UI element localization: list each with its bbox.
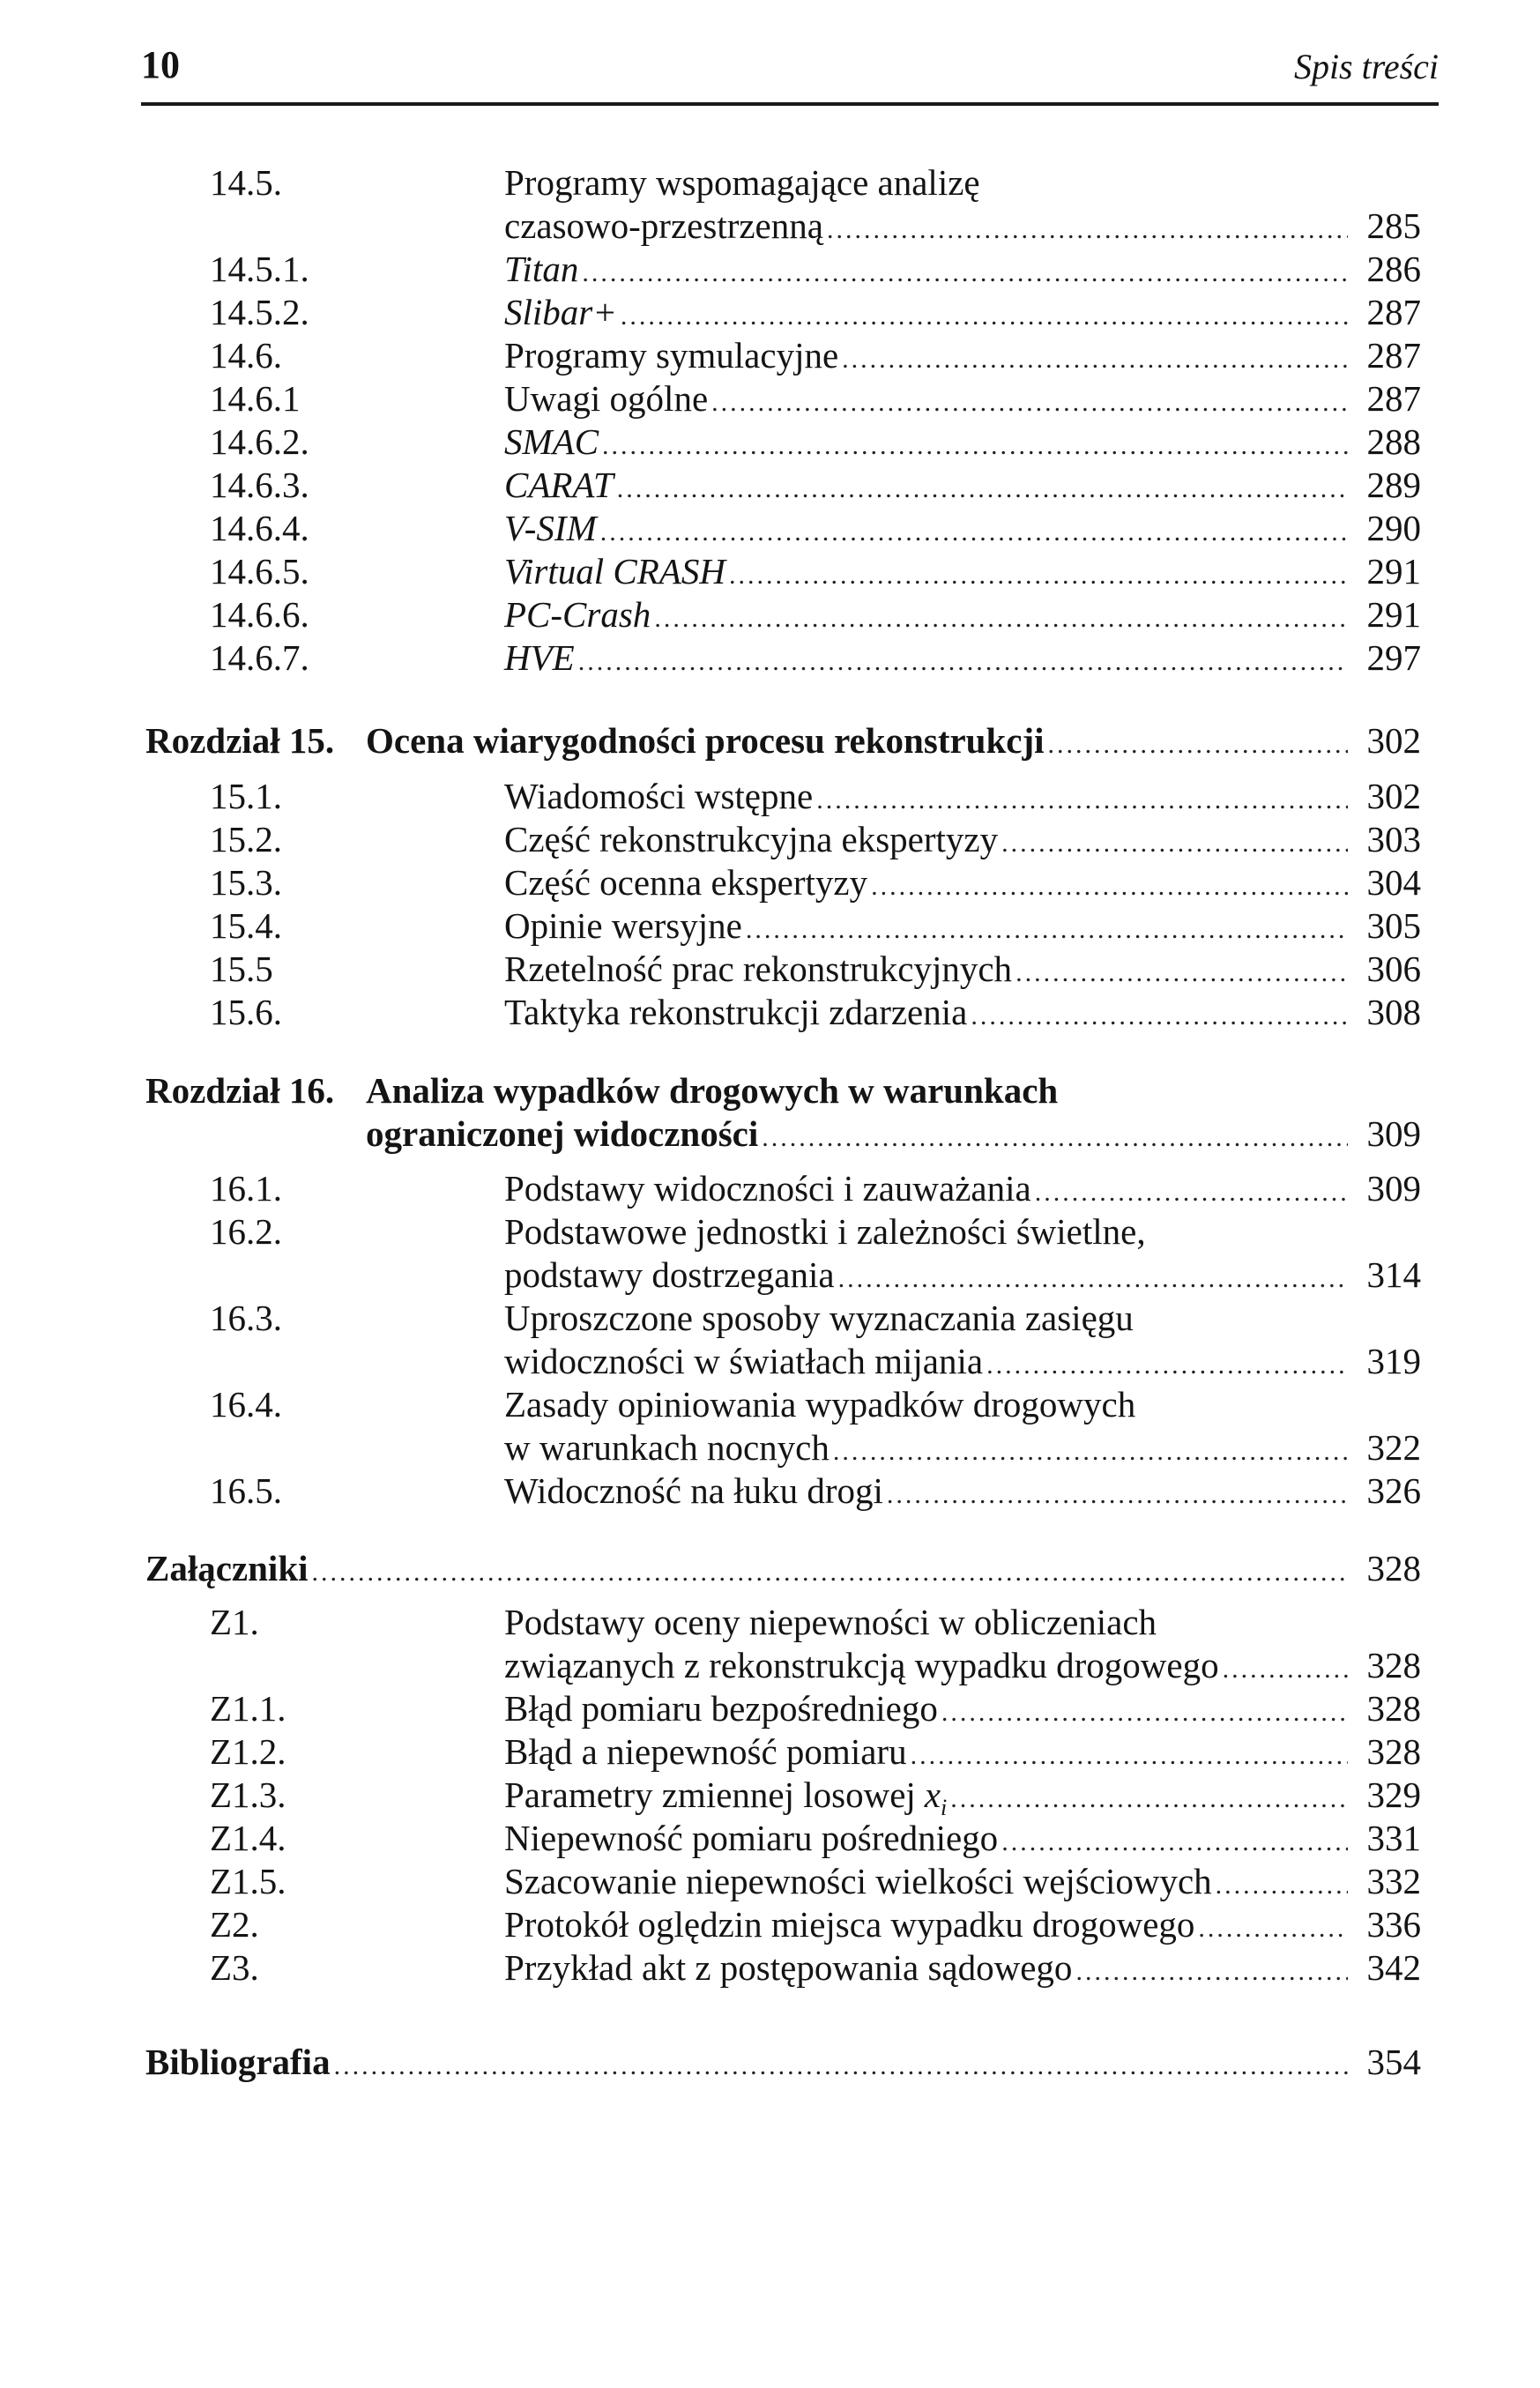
toc-entry[interactable] (210, 774, 1421, 818)
entry-title: Część rekonstrukcyjna ekspertyzy (504, 819, 999, 859)
entry-page: 287 (1366, 292, 1421, 332)
page-header (141, 42, 1439, 104)
entry-title: Wiadomości wstępne (504, 776, 814, 816)
toc-entry[interactable] (210, 1686, 1421, 1730)
toc-entry-continuation[interactable] (504, 1425, 1421, 1469)
toc-entry[interactable] (210, 1166, 1421, 1210)
entry-number: 15.6. (210, 992, 282, 1032)
entry-page: 314 (1366, 1254, 1421, 1295)
entry-number: 14.6.7. (210, 637, 309, 678)
leader-dots (582, 251, 1347, 295)
entry-title: Protokół oględzin miejsca wypadku drogowego (504, 1904, 1195, 1945)
leader-dots (816, 778, 1347, 822)
entry-number: Z1. (210, 1602, 259, 1642)
toc-entry[interactable] (210, 376, 1421, 420)
entry-title: Titan (504, 249, 579, 289)
entry-number: 14.6.1 (210, 378, 301, 419)
entry-page: 331 (1366, 1818, 1421, 1858)
toc-entry[interactable] (210, 1773, 1421, 1821)
entry-title: Przykład akt z postępowania sądowego (504, 1947, 1073, 1988)
math-variable: $x_i$ (924, 1774, 948, 1821)
entry-title: Widoczność na łuku drogi (504, 1470, 883, 1511)
leader-dots (1001, 822, 1347, 866)
entry-number: Z1.1. (210, 1688, 286, 1729)
entry-number: 14.5.2. (210, 292, 309, 332)
leader-dots (334, 2044, 1348, 2088)
leader-dots (838, 1257, 1348, 1301)
entry-page: 287 (1366, 335, 1421, 376)
leader-dots (1048, 723, 1348, 767)
leader-dots (871, 865, 1347, 909)
entry-number: 14.6. (210, 335, 282, 376)
leader-dots (950, 1777, 1347, 1821)
leader-dots (711, 381, 1347, 425)
toc-entry[interactable] (210, 1382, 1421, 1426)
chapter-title: ograniczonej widoczności (366, 1113, 759, 1154)
entry-title: Opinie wersyjne (504, 905, 742, 946)
toc-entry[interactable] (210, 160, 1421, 205)
leader-dots (1223, 1648, 1348, 1692)
entry-number: 14.5. (210, 162, 282, 203)
leader-dots (1075, 1950, 1347, 1994)
toc-entry[interactable] (210, 990, 1421, 1034)
entry-title: Podstawy oceny niepewności w obliczeniach (504, 1602, 1157, 1642)
toc-chapter-16[interactable] (145, 1068, 1421, 1112)
entry-number: 16.4. (210, 1384, 282, 1425)
entry-title: widoczności w światłach mijania (504, 1341, 984, 1381)
entry-title: Programy wspomagające analizę (504, 162, 980, 203)
entry-title: Rzetelność prac rekonstrukcyjnych (504, 949, 1013, 989)
leader-dots (578, 640, 1348, 684)
entry-page: 288 (1366, 421, 1421, 462)
leader-dots (312, 1551, 1348, 1595)
section-title: Załączniki (145, 1548, 309, 1588)
entry-number: Z2. (210, 1904, 259, 1945)
entry-number: 16.5. (210, 1470, 282, 1511)
toc-entry[interactable] (210, 1209, 1421, 1254)
toc-appendices[interactable] (145, 1546, 1421, 1590)
entry-page: 287 (1366, 378, 1421, 419)
entry-title: Slibar+ (504, 292, 617, 332)
entry-title: Programy symulacyjne (504, 335, 839, 376)
entry-page: 290 (1366, 508, 1421, 548)
toc-entry[interactable] (210, 1816, 1421, 1860)
entry-number: 14.6.2. (210, 421, 309, 462)
entry-page: 303 (1366, 819, 1421, 859)
leader-dots (971, 994, 1347, 1038)
entry-page: 291 (1366, 551, 1421, 591)
header-rule (141, 102, 1439, 106)
variable-subscript: i (941, 1795, 948, 1821)
entry-title: w warunkach nocnych (504, 1427, 830, 1468)
entry-title: związanych z rekonstrukcją wypadku drogowego (504, 1645, 1219, 1685)
entry-number: Z1.2. (210, 1731, 286, 1772)
entry-title: V-SIM (504, 508, 597, 548)
entry-number: 15.4. (210, 905, 282, 946)
toc-entry[interactable] (210, 947, 1421, 991)
leader-dots (729, 554, 1348, 598)
leader-dots (827, 208, 1348, 252)
entry-title: Taktyka rekonstrukcji zdarzenia (504, 992, 968, 1032)
entry-title: Szacowanie niepewności wielkości wejściowych (504, 1861, 1212, 1901)
toc-entry[interactable] (210, 506, 1421, 550)
toc-entry[interactable] (210, 636, 1421, 680)
entry-number: 15.3. (210, 862, 282, 903)
entry-page: 342 (1366, 1947, 1421, 1988)
entry-page: 354 (1366, 2042, 1421, 2082)
entry-number: Z1.3. (210, 1774, 286, 1815)
toc-entry[interactable] (210, 1296, 1421, 1340)
toc-entry-continuation[interactable] (504, 1643, 1421, 1687)
entry-number: 14.5.1. (210, 249, 309, 289)
leader-dots (746, 908, 1348, 952)
leader-dots (842, 338, 1347, 382)
toc-entry-continuation[interactable] (504, 1339, 1421, 1383)
toc-chapter-16-continuation[interactable] (366, 1112, 1421, 1156)
toc-entry[interactable] (210, 247, 1421, 291)
entry-page: 309 (1366, 1113, 1421, 1154)
leader-dots (941, 1691, 1348, 1735)
entry-page: 332 (1366, 1861, 1421, 1901)
chapter-title: Analiza wypadków drogowych w warunkach (366, 1070, 1059, 1111)
entry-page: 328 (1366, 1645, 1421, 1685)
toc-entry[interactable] (210, 290, 1421, 334)
toc-entry[interactable] (210, 817, 1421, 861)
entry-page: 305 (1366, 905, 1421, 946)
entry-number: 14.6.5. (210, 551, 309, 591)
entry-title: Część ocenna ekspertyzy (504, 862, 868, 903)
leader-dots (911, 1734, 1348, 1778)
section-title: Bibliografia (145, 2042, 331, 2082)
entry-title: podstawy dostrzegania (504, 1254, 835, 1295)
chapter-title: Ocena wiarygodności procesu rekonstrukcji (366, 720, 1045, 761)
entry-number: 15.2. (210, 819, 282, 859)
entry-number: 15.1. (210, 776, 282, 816)
page-number: 10 (141, 43, 180, 86)
entry-title: Uwagi ogólne (504, 378, 709, 419)
toc-chapter-15[interactable] (145, 718, 1421, 763)
leader-dots (887, 1473, 1348, 1517)
toc-entry[interactable] (210, 1902, 1421, 1946)
entry-number: 16.1. (210, 1168, 282, 1209)
entry-number: Z1.4. (210, 1818, 286, 1858)
running-title: Spis treści (1293, 47, 1439, 86)
entry-page: 329 (1366, 1774, 1421, 1815)
entry-page: 291 (1366, 594, 1421, 635)
entry-title: Niepewność pomiaru pośredniego (504, 1818, 999, 1858)
entry-title: HVE (504, 637, 575, 678)
entry-page: 289 (1366, 465, 1421, 505)
leader-dots (1016, 951, 1347, 995)
entry-number: 15.5 (210, 949, 273, 989)
entry-number: 14.6.4. (210, 508, 309, 548)
leader-dots (600, 510, 1348, 554)
entry-page: 328 (1366, 1731, 1421, 1772)
toc-entry-continuation[interactable] (504, 204, 1421, 248)
leader-dots (1216, 1864, 1348, 1908)
toc-entry[interactable] (210, 463, 1421, 507)
entry-page: 309 (1366, 1168, 1421, 1209)
entry-page: 302 (1366, 776, 1421, 816)
entry-page: 286 (1366, 249, 1421, 289)
toc-entry[interactable] (210, 1859, 1421, 1903)
toc-entry[interactable] (210, 1945, 1421, 1990)
entry-page: 336 (1366, 1904, 1421, 1945)
entry-title: Uproszczone sposoby wyznaczania zasięgu (504, 1298, 1134, 1338)
entry-number: 14.6.3. (210, 465, 309, 505)
entry-title: Parametry zmiennej losowej (504, 1774, 916, 1815)
leader-dots (1001, 1820, 1347, 1864)
leader-dots (617, 467, 1348, 511)
toc-entry[interactable] (210, 1600, 1421, 1644)
entry-title: Błąd pomiaru bezpośredniego (504, 1688, 938, 1729)
chapter-label: Rozdział 15. (145, 720, 335, 761)
entry-page: 302 (1366, 720, 1421, 761)
chapter-label: Rozdział 16. (145, 1070, 335, 1111)
entry-page: 328 (1366, 1548, 1421, 1588)
leader-dots (1198, 1907, 1347, 1951)
entry-title: Virtual CRASH (504, 551, 725, 591)
entry-page: 304 (1366, 862, 1421, 903)
leader-dots (654, 597, 1347, 641)
entry-title: Zasady opiniowania wypadków drogowych (504, 1384, 1136, 1425)
entry-page: 322 (1366, 1427, 1421, 1468)
entry-page: 326 (1366, 1470, 1421, 1511)
toc-entry[interactable] (210, 860, 1421, 904)
toc-entry-continuation[interactable] (504, 1253, 1421, 1297)
leader-dots (621, 294, 1348, 338)
leader-dots (833, 1430, 1348, 1474)
entry-title: PC-Crash (504, 594, 651, 635)
entry-title: czasowo-przestrzenną (504, 205, 823, 246)
entry-number: 14.6.6. (210, 594, 309, 635)
entry-page: 285 (1366, 205, 1421, 246)
entry-title: Podstawowe jednostki i zależności świetlne, (504, 1211, 1146, 1252)
entry-page: 328 (1366, 1688, 1421, 1729)
leader-dots (762, 1116, 1347, 1160)
leader-dots (1035, 1171, 1348, 1215)
entry-title: Podstawy widoczności i zauważania (504, 1168, 1031, 1209)
leader-dots (602, 424, 1347, 468)
entry-title: Błąd a niepewność pomiaru (504, 1731, 907, 1772)
entry-title: CARAT (504, 465, 614, 505)
entry-number: 16.3. (210, 1298, 282, 1338)
entry-title: SMAC (504, 421, 599, 462)
toc-entry[interactable] (210, 1730, 1421, 1774)
toc-entry[interactable] (210, 904, 1421, 948)
toc-entry[interactable] (210, 1469, 1421, 1513)
entry-number: Z3. (210, 1947, 259, 1988)
entry-number: Z1.5. (210, 1861, 286, 1901)
entry-page: 308 (1366, 992, 1421, 1032)
entry-page: 319 (1366, 1341, 1421, 1381)
toc-entry[interactable] (210, 549, 1421, 593)
toc-entry[interactable] (210, 420, 1421, 464)
entry-page: 297 (1366, 637, 1421, 678)
toc-bibliography[interactable] (145, 2040, 1421, 2084)
toc-entry[interactable] (210, 333, 1421, 377)
entry-page: 306 (1366, 949, 1421, 989)
toc-entry[interactable] (210, 592, 1421, 636)
entry-number: 16.2. (210, 1211, 282, 1252)
leader-dots (986, 1343, 1347, 1387)
